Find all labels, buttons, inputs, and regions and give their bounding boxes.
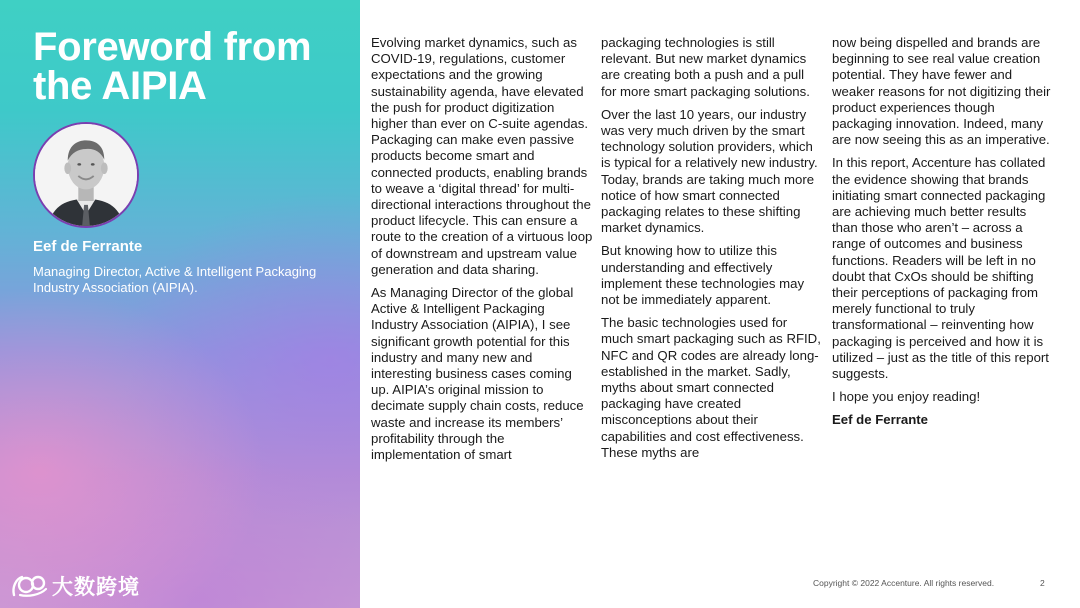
author-name: Eef de Ferrante: [33, 238, 143, 255]
portrait-illustration-icon: [35, 124, 137, 226]
paragraph: Over the last 10 years, our industry was very much driven by the smart technology solution providers, which is typical for a relatively new industry. Today, brands are taking much more notice of how smart connected packaging relates to these shifting market dynamics.: [601, 106, 818, 236]
paragraph: Evolving market dynamics, such as COVID-19, regulations, customer expectations and the growing sustainability agenda, have elevated the push for product digitization higher than ever on C-suite agendas. Packaging can make even passive products become smart and connected products, enabling brands to weave a ‘digital thread’ for multi-directional interactions throughout the product lifecycle. This can ensure a route to the creation of a virtuous loop of downstream and upstream value generation and data sharing.: [371, 35, 593, 277]
copyright-notice: Copyright © 2022 Accenture. All rights reserved.: [813, 578, 995, 588]
paragraph: packaging technologies is still relevant. But new market dynamics are creating both a push and a pull for more smart packaging solutions.: [601, 35, 810, 99]
watermark-logo-icon: [10, 573, 50, 599]
page-number: 2: [1040, 578, 1045, 588]
left-gradient-panel: [0, 0, 360, 608]
author-portrait: [33, 122, 139, 228]
page-title-line-1: Foreword from: [33, 25, 312, 69]
page-title-line-2: the AIPIA: [33, 64, 207, 108]
paragraph: The basic technologies used for much smart packaging such as RFID, NFC and QR codes are already long-established in the market. Sadly, myths about smart connected packaging have created misconceptions about their capabilities and cost effectiveness. These myths are: [601, 315, 821, 460]
paragraph: As Managing Director of the global Active & Intelligent Packaging Industry Association (AIPIA), I see significant growth potential for this industry and many new and interesting business cases coming up. AIPIA’s original mission to decimate supply chain costs, reduce waste and increase its members’ profitability through the implementation of smart: [371, 285, 584, 463]
watermark-text: 大数跨境: [52, 576, 140, 599]
paragraph: I hope you enjoy reading!: [832, 389, 981, 405]
paragraph: But knowing how to utilize this understanding and effectively implement these technologies may not be immediately apparent.: [601, 243, 805, 308]
signature: Eef de Ferrante: [832, 412, 929, 428]
body-column-1: [371, 35, 593, 470]
paragraph: In this report, Accenture has collated the evidence showing that brands initiating smart connected packaging are achieving much better results than those who aren’t – across a range of outcomes and business functions. Readers will be left in no doubt that CxOs should be shifting their perceptions of packaging from merely functional to truly transformational – reinventing how packaging is perceived and how it is utilized – just as the title of this report suggests.: [832, 155, 1049, 382]
page-title: [33, 25, 333, 108]
author-role: Managing Director, Active & Intelligent Packaging Industry Association (AIPIA).: [33, 264, 317, 295]
paragraph: now being dispelled and brands are beginning to see real value creation potential. They have fewer and weaker reasons for not digitizing their product experiences though packaging innovation. Indeed, many are now seeing this as an imperative.: [832, 35, 1051, 148]
body-column-2: [601, 35, 823, 468]
body-column-3: [832, 35, 1054, 436]
